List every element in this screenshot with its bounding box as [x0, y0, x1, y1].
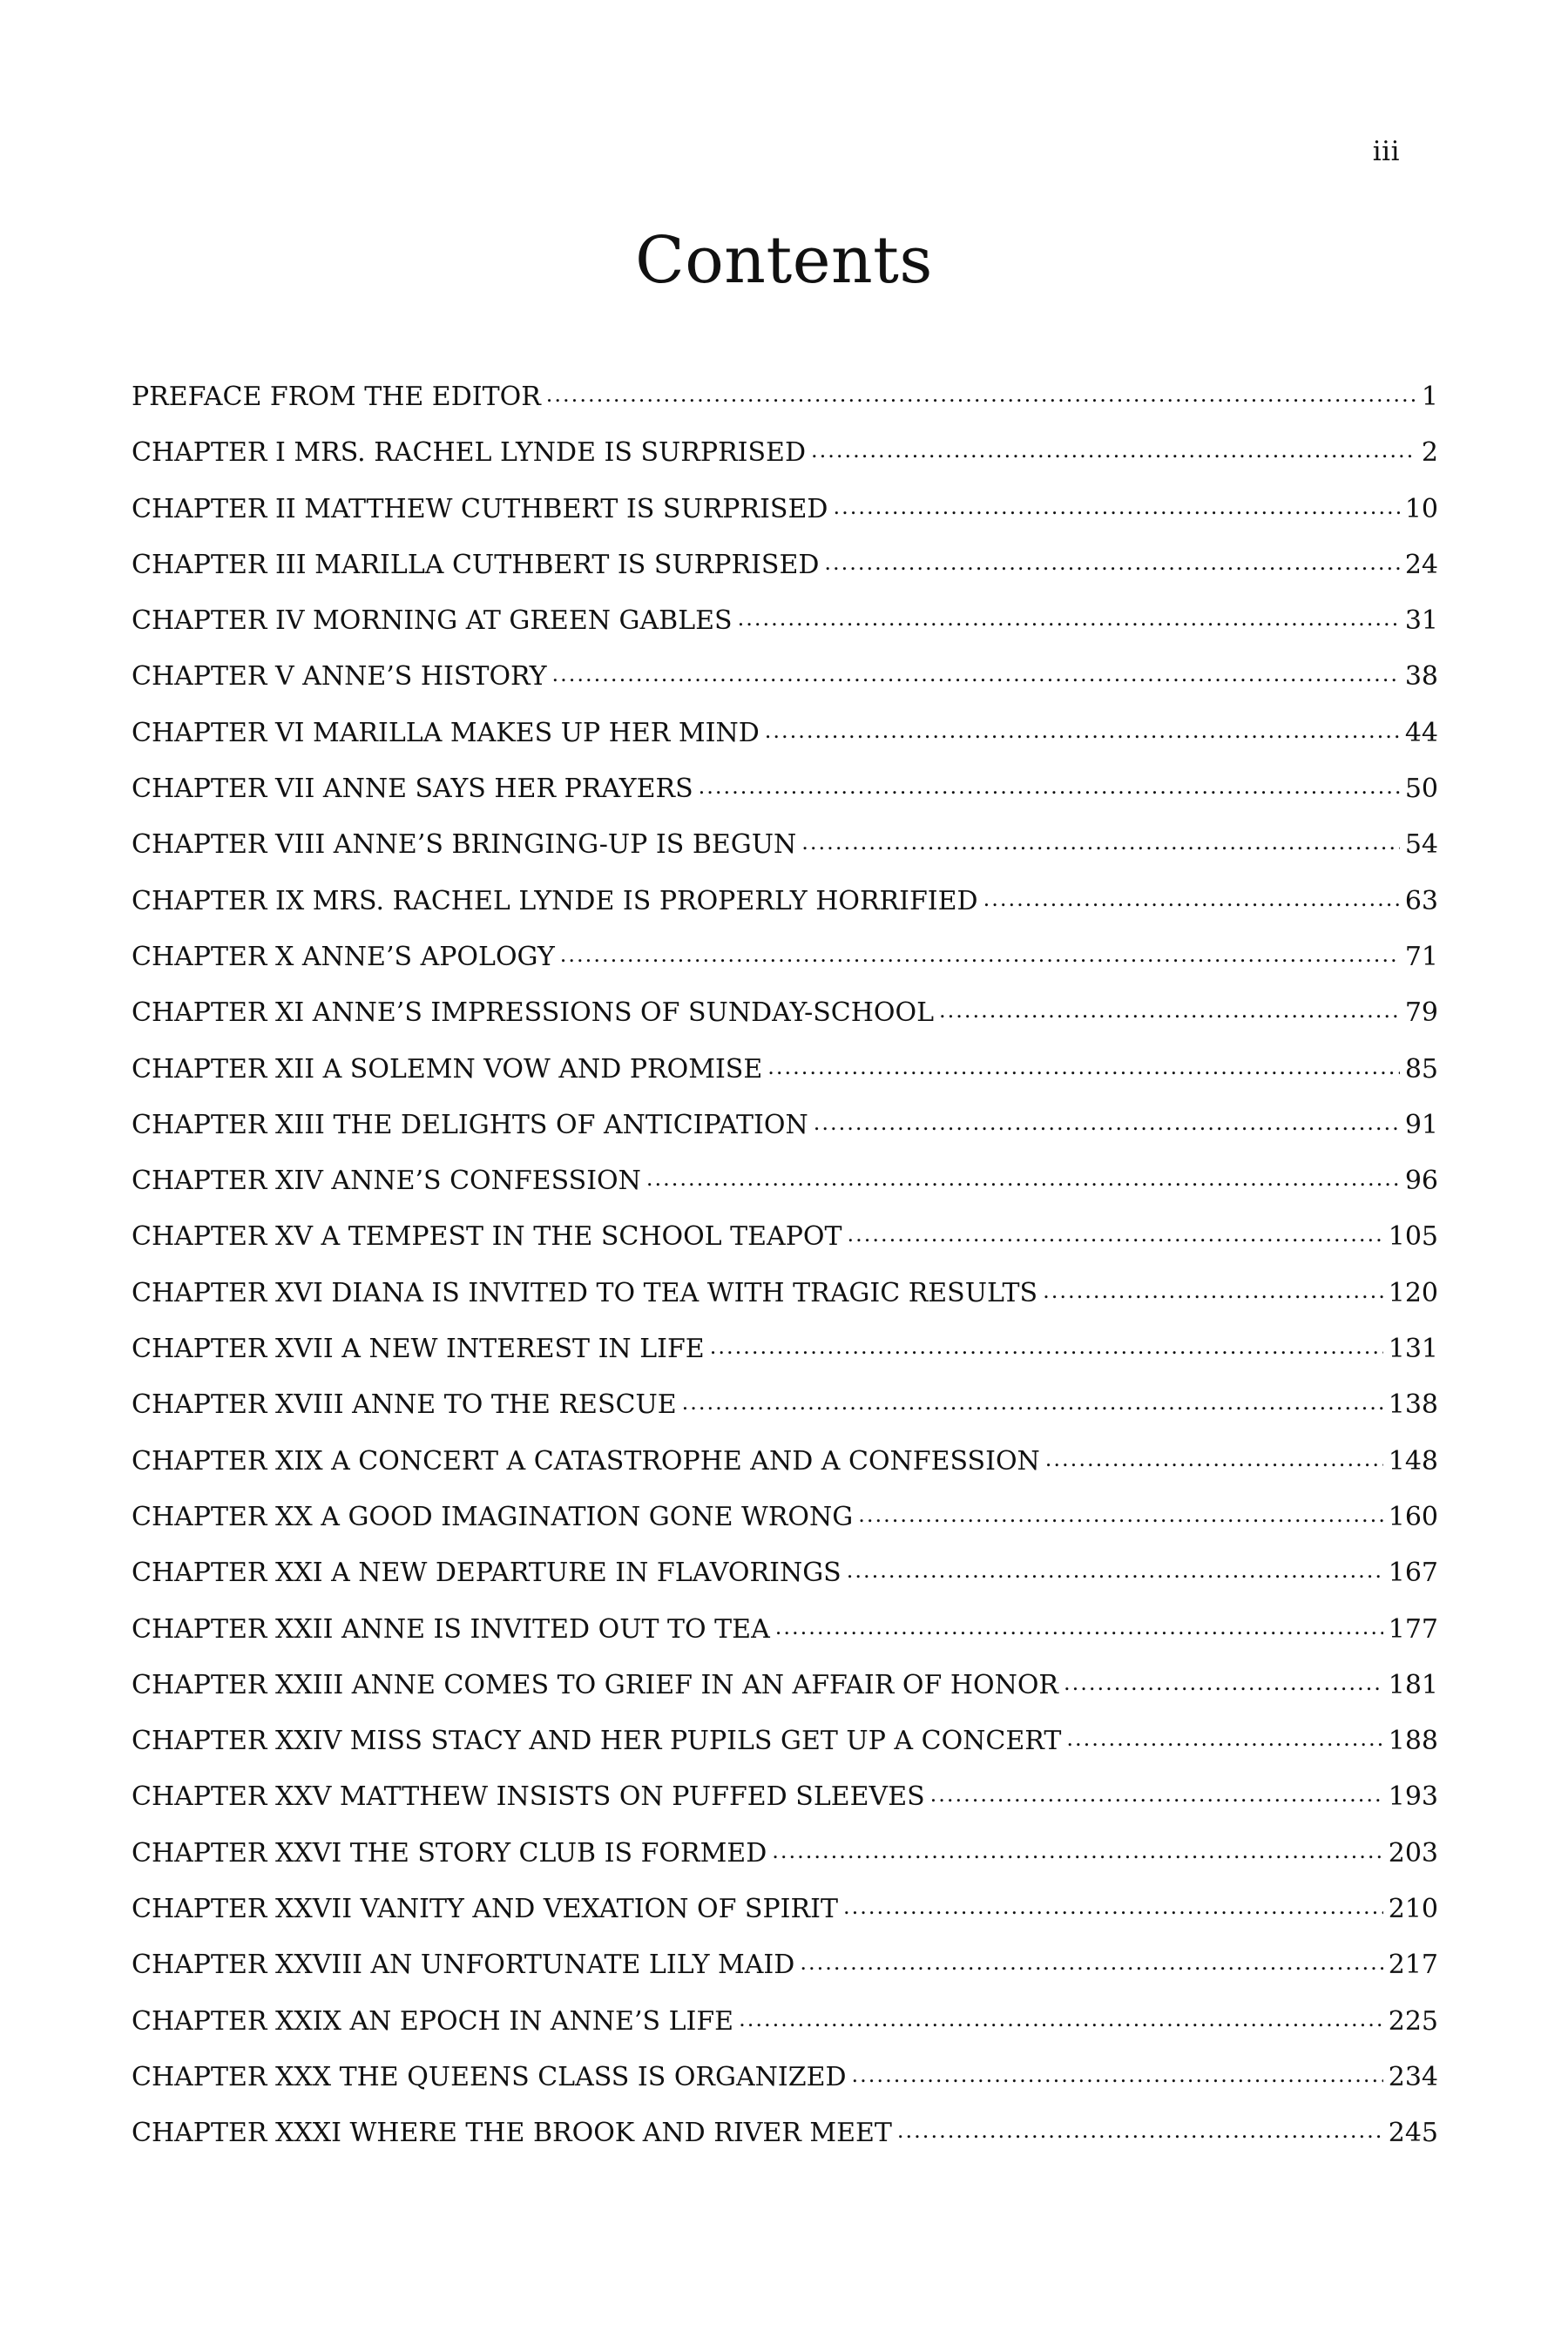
page-number: iii: [1372, 136, 1400, 167]
toc-entry-page: 38: [1404, 661, 1438, 693]
dot-leader: [1064, 1667, 1383, 1693]
dot-leader: [801, 827, 1400, 853]
dot-leader: [699, 771, 1400, 797]
dot-leader: [848, 1219, 1383, 1245]
toc-entry-chapter-27[interactable]: [132, 1882, 1438, 1937]
dot-leader: [847, 1555, 1383, 1581]
toc-entry-page: 2: [1421, 437, 1438, 469]
toc-entry-title: CHAPTER XIX A CONCERT A CATASTROPHE AND A CONFESSION: [132, 1445, 1040, 1477]
dot-leader: [646, 1163, 1400, 1189]
toc-entry-title: CHAPTER XI ANNE’S IMPRESSIONS OF SUNDAY-SCHOOL: [132, 997, 934, 1029]
toc-entry-chapter-7[interactable]: [132, 761, 1438, 817]
dot-leader: [560, 939, 1400, 965]
dot-leader: [682, 1387, 1383, 1413]
toc-entry-page: 148: [1388, 1445, 1438, 1477]
toc-entry-title: CHAPTER XX A GOOD IMAGINATION GONE WRONG: [132, 1501, 854, 1532]
toc-entry-title: CHAPTER XXVI THE STORY CLUB IS FORMED: [132, 1837, 767, 1869]
toc-entry-page: 24: [1404, 549, 1438, 580]
toc-entry-chapter-13[interactable]: [132, 1098, 1438, 1153]
toc-entry-chapter-17[interactable]: [132, 1321, 1438, 1377]
toc-entry-chapter-8[interactable]: [132, 817, 1438, 873]
toc-entry-title: CHAPTER XXIII ANNE COMES TO GRIEF IN AN AFFAIR OF HONOR: [132, 1669, 1059, 1700]
dot-leader: [739, 2004, 1383, 2030]
toc-entry-title: CHAPTER IX MRS. RACHEL LYNDE IS PROPERLY HORRIFIED: [132, 885, 978, 916]
dot-leader: [939, 995, 1400, 1021]
toc-entry-chapter-14[interactable]: [132, 1153, 1438, 1209]
toc-entry-title: CHAPTER XXIV MISS STACY AND HER PUPILS GET UP A CONCERT: [132, 1726, 1062, 1757]
dot-leader: [824, 547, 1399, 573]
toc-entry-page: 167: [1388, 1558, 1438, 1589]
toc-entry-page: 217: [1388, 1950, 1438, 1981]
toc-entry-page: 225: [1388, 2005, 1438, 2037]
toc-entry-title: CHAPTER XXXI WHERE THE BROOK AND RIVER MEET: [132, 2118, 892, 2149]
toc-entry-title: PREFACE FROM THE EDITOR: [132, 382, 541, 412]
toc-entry-page: 54: [1404, 829, 1438, 861]
toc-entry-chapter-28[interactable]: [132, 1937, 1438, 1993]
toc-entry-page: 91: [1404, 1109, 1438, 1140]
dot-leader: [738, 603, 1400, 629]
dot-leader: [858, 1499, 1382, 1525]
toc-entry-page: 63: [1404, 885, 1438, 916]
toc-entry-chapter-30[interactable]: [132, 2050, 1438, 2105]
toc-entry-title: CHAPTER IV MORNING AT GREEN GABLES: [132, 605, 733, 637]
toc-entry-chapter-29[interactable]: [132, 1994, 1438, 2050]
toc-entry-chapter-15[interactable]: [132, 1209, 1438, 1265]
toc-entry-chapter-1[interactable]: [132, 425, 1438, 481]
toc-entry-title: CHAPTER XXVII VANITY AND VEXATION OF SPIRIT: [132, 1894, 838, 1925]
toc-entry-title: CHAPTER XXIX AN EPOCH IN ANNE’S LIFE: [132, 2005, 734, 2037]
dot-leader: [833, 491, 1399, 517]
toc-entry-title: CHAPTER X ANNE’S APOLOGY: [132, 941, 555, 972]
toc-entry-page: 71: [1404, 941, 1438, 972]
toc-entry-page: 79: [1404, 997, 1438, 1029]
toc-entry-title: CHAPTER XII A SOLEMN VOW AND PROMISE: [132, 1053, 763, 1085]
toc-entry-page: 188: [1388, 1726, 1438, 1757]
dot-leader: [852, 2059, 1383, 2085]
dot-leader: [930, 1779, 1383, 1805]
toc-entry-title: CHAPTER XXX THE QUEENS CLASS IS ORGANIZED: [132, 2061, 847, 2092]
dot-leader: [1066, 1723, 1382, 1749]
toc-entry-page: 203: [1388, 1837, 1438, 1869]
dot-leader: [772, 1835, 1382, 1862]
dot-leader: [767, 1051, 1400, 1078]
toc-entry-chapter-20[interactable]: [132, 1490, 1438, 1545]
toc-entry-page: 181: [1388, 1669, 1438, 1700]
toc-entry-chapter-26[interactable]: [132, 1826, 1438, 1882]
dot-leader: [710, 1331, 1383, 1357]
toc-entry-chapter-12[interactable]: [132, 1042, 1438, 1098]
toc-entry-chapter-22[interactable]: [132, 1602, 1438, 1658]
toc-entry-title: CHAPTER XXV MATTHEW INSISTS ON PUFFED SLEEVES: [132, 1781, 925, 1813]
toc-entry-chapter-4[interactable]: [132, 593, 1438, 649]
toc-entry-chapter-19[interactable]: [132, 1434, 1438, 1490]
toc-entry-chapter-18[interactable]: [132, 1377, 1438, 1433]
toc-entry-chapter-9[interactable]: [132, 874, 1438, 929]
toc-entry-page: 160: [1388, 1501, 1438, 1532]
dot-leader: [811, 435, 1416, 461]
toc-entry-page: 105: [1388, 1221, 1438, 1253]
toc-entry-page: 245: [1388, 2118, 1438, 2149]
dot-leader: [983, 883, 1400, 909]
toc-entry-page: 131: [1388, 1334, 1438, 1365]
toc-entry-chapter-5[interactable]: [132, 649, 1438, 705]
toc-entry-chapter-10[interactable]: [132, 929, 1438, 985]
toc-entry-title: CHAPTER VII ANNE SAYS HER PRAYERS: [132, 774, 693, 805]
table-of-contents: [132, 369, 1438, 2162]
toc-entry-page: 120: [1388, 1277, 1438, 1308]
toc-entry-chapter-31[interactable]: [132, 2105, 1438, 2161]
dot-leader: [552, 659, 1400, 685]
toc-entry-page: 1: [1421, 382, 1438, 412]
page-title: Contents: [635, 223, 933, 298]
toc-entry-page: 10: [1404, 493, 1438, 524]
toc-entry-page: 177: [1388, 1613, 1438, 1645]
toc-entry-title: CHAPTER XV A TEMPEST IN THE SCHOOL TEAPOT: [132, 1221, 842, 1253]
toc-entry-title: CHAPTER III MARILLA CUTHBERT IS SURPRISED: [132, 549, 820, 580]
toc-entry-title: CHAPTER XVI DIANA IS INVITED TO TEA WITH TRAGIC RESULTS: [132, 1277, 1038, 1308]
toc-entry-title: CHAPTER XXVIII AN UNFORTUNATE LILY MAID: [132, 1950, 795, 1981]
toc-entry-preface[interactable]: [132, 369, 1438, 425]
toc-entry-page: 85: [1404, 1053, 1438, 1085]
toc-entry-chapter-21[interactable]: [132, 1545, 1438, 1601]
toc-entry-title: CHAPTER XVIII ANNE TO THE RESCUE: [132, 1389, 677, 1421]
dot-leader: [897, 2115, 1383, 2141]
toc-entry-chapter-24[interactable]: [132, 1713, 1438, 1769]
toc-entry-title: CHAPTER XIII THE DELIGHTS OF ANTICIPATION: [132, 1109, 808, 1140]
dot-leader: [546, 379, 1416, 405]
dot-leader: [814, 1107, 1400, 1133]
toc-entry-page: 138: [1388, 1389, 1438, 1421]
dot-leader: [800, 1947, 1382, 1973]
toc-entry-chapter-2[interactable]: [132, 482, 1438, 537]
toc-entry-page: 31: [1404, 605, 1438, 637]
dot-leader: [765, 715, 1400, 741]
toc-entry-title: CHAPTER XVII A NEW INTEREST IN LIFE: [132, 1334, 705, 1365]
toc-entry-chapter-25[interactable]: [132, 1769, 1438, 1825]
toc-entry-page: 44: [1404, 717, 1438, 748]
toc-entry-title: CHAPTER XXI A NEW DEPARTURE IN FLAVORINGS: [132, 1558, 841, 1589]
toc-entry-chapter-16[interactable]: [132, 1266, 1438, 1321]
toc-entry-title: CHAPTER XIV ANNE’S CONFESSION: [132, 1166, 641, 1197]
toc-entry-title: CHAPTER VI MARILLA MAKES UP HER MIND: [132, 717, 760, 748]
toc-entry-chapter-6[interactable]: [132, 706, 1438, 761]
dot-leader: [843, 1891, 1383, 1917]
toc-entry-chapter-3[interactable]: [132, 537, 1438, 593]
toc-entry-page: 193: [1388, 1781, 1438, 1813]
dot-leader: [1043, 1275, 1383, 1301]
toc-entry-title: CHAPTER VIII ANNE’S BRINGING-UP IS BEGUN: [132, 829, 797, 861]
toc-entry-chapter-23[interactable]: [132, 1658, 1438, 1713]
toc-entry-page: 96: [1404, 1166, 1438, 1197]
toc-entry-chapter-11[interactable]: [132, 985, 1438, 1041]
dot-leader: [1045, 1443, 1383, 1470]
dot-leader: [775, 1612, 1383, 1638]
toc-entry-page: 234: [1388, 2061, 1438, 2092]
toc-entry-title: CHAPTER XXII ANNE IS INVITED OUT TO TEA: [132, 1613, 770, 1645]
toc-entry-title: CHAPTER I MRS. RACHEL LYNDE IS SURPRISED: [132, 437, 807, 469]
toc-entry-title: CHAPTER V ANNE’S HISTORY: [132, 661, 547, 693]
toc-entry-title: CHAPTER II MATTHEW CUTHBERT IS SURPRISED: [132, 493, 828, 524]
toc-entry-page: 210: [1388, 1894, 1438, 1925]
toc-entry-page: 50: [1404, 774, 1438, 805]
